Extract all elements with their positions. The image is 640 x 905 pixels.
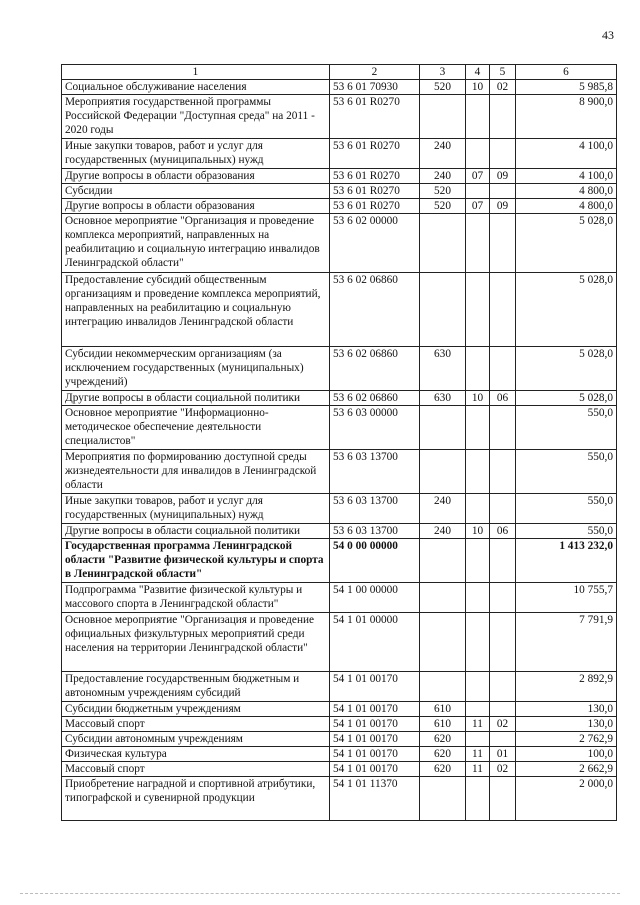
row-section: [466, 583, 490, 613]
row-section: [466, 539, 490, 583]
row-name: Субсидии некоммерческим организациям (за исключением государственных (муниципальных) учреждений): [62, 347, 330, 391]
table-row: [62, 777, 617, 821]
row-amount: 4 100,0: [516, 169, 617, 184]
row-code: 54 1 01 11370: [330, 777, 420, 821]
table-row: [62, 80, 617, 95]
row-subsection: [490, 732, 516, 747]
row-code: 53 6 02 06860: [330, 391, 420, 406]
row-section: [466, 494, 490, 524]
row-amount: 2 892,9: [516, 672, 617, 702]
row-section: 10: [466, 80, 490, 95]
row-amount: 4 800,0: [516, 199, 617, 214]
row-name: Государственная программа Ленинградской области "Развитие физической культуры и спорта в Ленинградской области": [62, 539, 330, 583]
page-edge-rule: [20, 893, 620, 894]
row-expense-type: [420, 95, 466, 139]
row-subsection: 02: [490, 717, 516, 732]
row-subsection: 06: [490, 524, 516, 539]
row-name: Физическая культура: [62, 747, 330, 762]
row-code: 54 1 01 00170: [330, 762, 420, 777]
row-name: Иные закупки товаров, работ и услуг для государственных (муниципальных) нужд: [62, 494, 330, 524]
row-subsection: [490, 184, 516, 199]
row-name: Основное мероприятие "Организация и проведение комплекса мероприятий, направленных на реабилитацию и социальную интеграцию инвалидов Ленинградской области": [62, 214, 330, 273]
row-subsection: [490, 672, 516, 702]
row-code: 54 1 01 00170: [330, 747, 420, 762]
row-section: [466, 184, 490, 199]
row-name: Основное мероприятие "Организация и проведение официальных физкультурных мероприятий среди населения на территории Ленинградской области": [62, 613, 330, 672]
row-amount: 5 028,0: [516, 391, 617, 406]
row-amount: 2 000,0: [516, 777, 617, 821]
table-row: [62, 450, 617, 494]
row-section: [466, 139, 490, 169]
header-col-4: 4: [466, 65, 490, 80]
row-subsection: 02: [490, 80, 516, 95]
row-name: Массовый спорт: [62, 762, 330, 777]
row-code: 54 1 01 00170: [330, 732, 420, 747]
row-expense-type: 610: [420, 717, 466, 732]
row-expense-type: 620: [420, 762, 466, 777]
row-name: Субсидии бюджетным учреждениям: [62, 702, 330, 717]
row-name: Субсидии автономным учреждениям: [62, 732, 330, 747]
row-code: 54 0 00 00000: [330, 539, 420, 583]
table-row: [62, 139, 617, 169]
row-subsection: 01: [490, 747, 516, 762]
row-code: 54 1 01 00170: [330, 672, 420, 702]
row-amount: 5 985,8: [516, 80, 617, 95]
row-name: Социальное обслуживание населения: [62, 80, 330, 95]
row-code: 53 6 01 R0270: [330, 95, 420, 139]
row-subsection: [490, 347, 516, 391]
row-expense-type: 620: [420, 747, 466, 762]
row-subsection: [490, 406, 516, 450]
header-col-2: 2: [330, 65, 420, 80]
row-code: 53 6 03 13700: [330, 494, 420, 524]
row-section: [466, 347, 490, 391]
row-expense-type: 620: [420, 732, 466, 747]
row-name: Другие вопросы в области образования: [62, 199, 330, 214]
row-amount: 7 791,9: [516, 613, 617, 672]
table-row: [62, 672, 617, 702]
header-col-1: 1: [62, 65, 330, 80]
row-code: 53 6 03 00000: [330, 406, 420, 450]
row-expense-type: 520: [420, 184, 466, 199]
row-section: [466, 732, 490, 747]
row-subsection: [490, 214, 516, 273]
row-expense-type: [420, 406, 466, 450]
row-code: 54 1 00 00000: [330, 583, 420, 613]
row-expense-type: [420, 539, 466, 583]
row-subsection: 02: [490, 762, 516, 777]
row-expense-type: 520: [420, 199, 466, 214]
row-code: 53 6 01 70930: [330, 80, 420, 95]
row-amount: 4 800,0: [516, 184, 617, 199]
row-amount: 10 755,7: [516, 583, 617, 613]
row-section: 10: [466, 391, 490, 406]
row-amount: 100,0: [516, 747, 617, 762]
row-name: Субсидии: [62, 184, 330, 199]
table-row: [62, 95, 617, 139]
row-name: Другие вопросы в области социальной политики: [62, 391, 330, 406]
row-section: 07: [466, 199, 490, 214]
row-amount: 550,0: [516, 406, 617, 450]
row-amount: 5 028,0: [516, 214, 617, 273]
row-expense-type: 240: [420, 169, 466, 184]
row-name: Другие вопросы в области образования: [62, 169, 330, 184]
row-subsection: 09: [490, 169, 516, 184]
row-name: Предоставление государственным бюджетным и автономным учреждениям субсидий: [62, 672, 330, 702]
table-row: [62, 169, 617, 184]
row-subsection: [490, 494, 516, 524]
row-subsection: [490, 583, 516, 613]
row-amount: 1 413 232,0: [516, 539, 617, 583]
row-section: 10: [466, 524, 490, 539]
row-name: Основное мероприятие "Информационно-методическое обеспечение деятельности специалистов": [62, 406, 330, 450]
row-subsection: [490, 777, 516, 821]
row-code: 53 6 01 R0270: [330, 169, 420, 184]
row-expense-type: [420, 214, 466, 273]
row-section: [466, 450, 490, 494]
row-name: Мероприятия государственной программы Российской Федерации "Доступная среда" на 2011 - 2020 годы: [62, 95, 330, 139]
table-row: [62, 273, 617, 347]
row-subsection: [490, 613, 516, 672]
row-amount: 2 762,9: [516, 732, 617, 747]
row-expense-type: 630: [420, 391, 466, 406]
row-amount: 8 900,0: [516, 95, 617, 139]
row-section: 11: [466, 762, 490, 777]
table-row: [62, 732, 617, 747]
row-amount: 5 028,0: [516, 273, 617, 347]
table-row: [62, 391, 617, 406]
table-row: [62, 406, 617, 450]
row-subsection: [490, 273, 516, 347]
row-subsection: [490, 539, 516, 583]
row-expense-type: 240: [420, 524, 466, 539]
header-col-6: 6: [516, 65, 617, 80]
row-code: 53 6 01 R0270: [330, 139, 420, 169]
table-row: [62, 583, 617, 613]
page-number: 43: [602, 28, 614, 42]
row-expense-type: [420, 450, 466, 494]
row-code: 54 1 01 00000: [330, 613, 420, 672]
row-subsection: 06: [490, 391, 516, 406]
row-code: 53 6 01 R0270: [330, 199, 420, 214]
row-amount: 550,0: [516, 494, 617, 524]
row-subsection: [490, 139, 516, 169]
row-subsection: [490, 95, 516, 139]
row-amount: 2 662,9: [516, 762, 617, 777]
table-row: [62, 494, 617, 524]
row-section: [466, 702, 490, 717]
row-name: Подпрограмма "Развитие физической культуры и массового спорта в Ленинградской области": [62, 583, 330, 613]
row-expense-type: 240: [420, 494, 466, 524]
budget-table: [61, 64, 617, 821]
row-section: 11: [466, 717, 490, 732]
table-row: [62, 717, 617, 732]
row-amount: 130,0: [516, 702, 617, 717]
table-header-row: [62, 65, 617, 80]
row-name: Массовый спорт: [62, 717, 330, 732]
row-expense-type: [420, 672, 466, 702]
table-row: [62, 214, 617, 273]
row-name: Мероприятия по формированию доступной среды жизнедеятельности для инвалидов в Ленинградской области: [62, 450, 330, 494]
row-amount: 550,0: [516, 450, 617, 494]
row-amount: 4 100,0: [516, 139, 617, 169]
row-name: Приобретение наградной и спортивной атрибутики, типографской и сувенирной продукции: [62, 777, 330, 821]
row-expense-type: [420, 273, 466, 347]
table-row: [62, 539, 617, 583]
row-name: Другие вопросы в области социальной политики: [62, 524, 330, 539]
row-subsection: [490, 450, 516, 494]
header-col-5: 5: [490, 65, 516, 80]
row-amount: 5 028,0: [516, 347, 617, 391]
row-code: 53 6 02 06860: [330, 273, 420, 347]
row-expense-type: [420, 613, 466, 672]
row-expense-type: [420, 777, 466, 821]
table-row: [62, 747, 617, 762]
row-section: [466, 95, 490, 139]
row-section: [466, 613, 490, 672]
row-expense-type: [420, 583, 466, 613]
row-name: Предоставление субсидий общественным организациям и проведение комплекса мероприятий, направленных на реабилитацию и социальную интеграцию инвалидов Ленинградской области: [62, 273, 330, 347]
row-subsection: [490, 702, 516, 717]
table-row: [62, 613, 617, 672]
row-section: [466, 672, 490, 702]
row-section: [466, 214, 490, 273]
row-code: 54 1 01 00170: [330, 702, 420, 717]
row-name: Иные закупки товаров, работ и услуг для государственных (муниципальных) нужд: [62, 139, 330, 169]
table-row: [62, 199, 617, 214]
row-amount: 550,0: [516, 524, 617, 539]
row-subsection: 09: [490, 199, 516, 214]
row-section: [466, 777, 490, 821]
table-row: [62, 762, 617, 777]
row-code: 54 1 01 00170: [330, 717, 420, 732]
row-expense-type: 520: [420, 80, 466, 95]
row-code: 53 6 03 13700: [330, 524, 420, 539]
row-expense-type: 240: [420, 139, 466, 169]
row-expense-type: 630: [420, 347, 466, 391]
row-section: 07: [466, 169, 490, 184]
row-amount: 130,0: [516, 717, 617, 732]
row-code: 53 6 03 13700: [330, 450, 420, 494]
row-code: 53 6 02 06860: [330, 347, 420, 391]
row-section: [466, 406, 490, 450]
row-code: 53 6 01 R0270: [330, 184, 420, 199]
table-row: [62, 184, 617, 199]
row-expense-type: 610: [420, 702, 466, 717]
table-row: [62, 347, 617, 391]
header-col-3: 3: [420, 65, 466, 80]
row-code: 53 6 02 00000: [330, 214, 420, 273]
row-section: 11: [466, 747, 490, 762]
table-row: [62, 524, 617, 539]
row-section: [466, 273, 490, 347]
table-row: [62, 702, 617, 717]
